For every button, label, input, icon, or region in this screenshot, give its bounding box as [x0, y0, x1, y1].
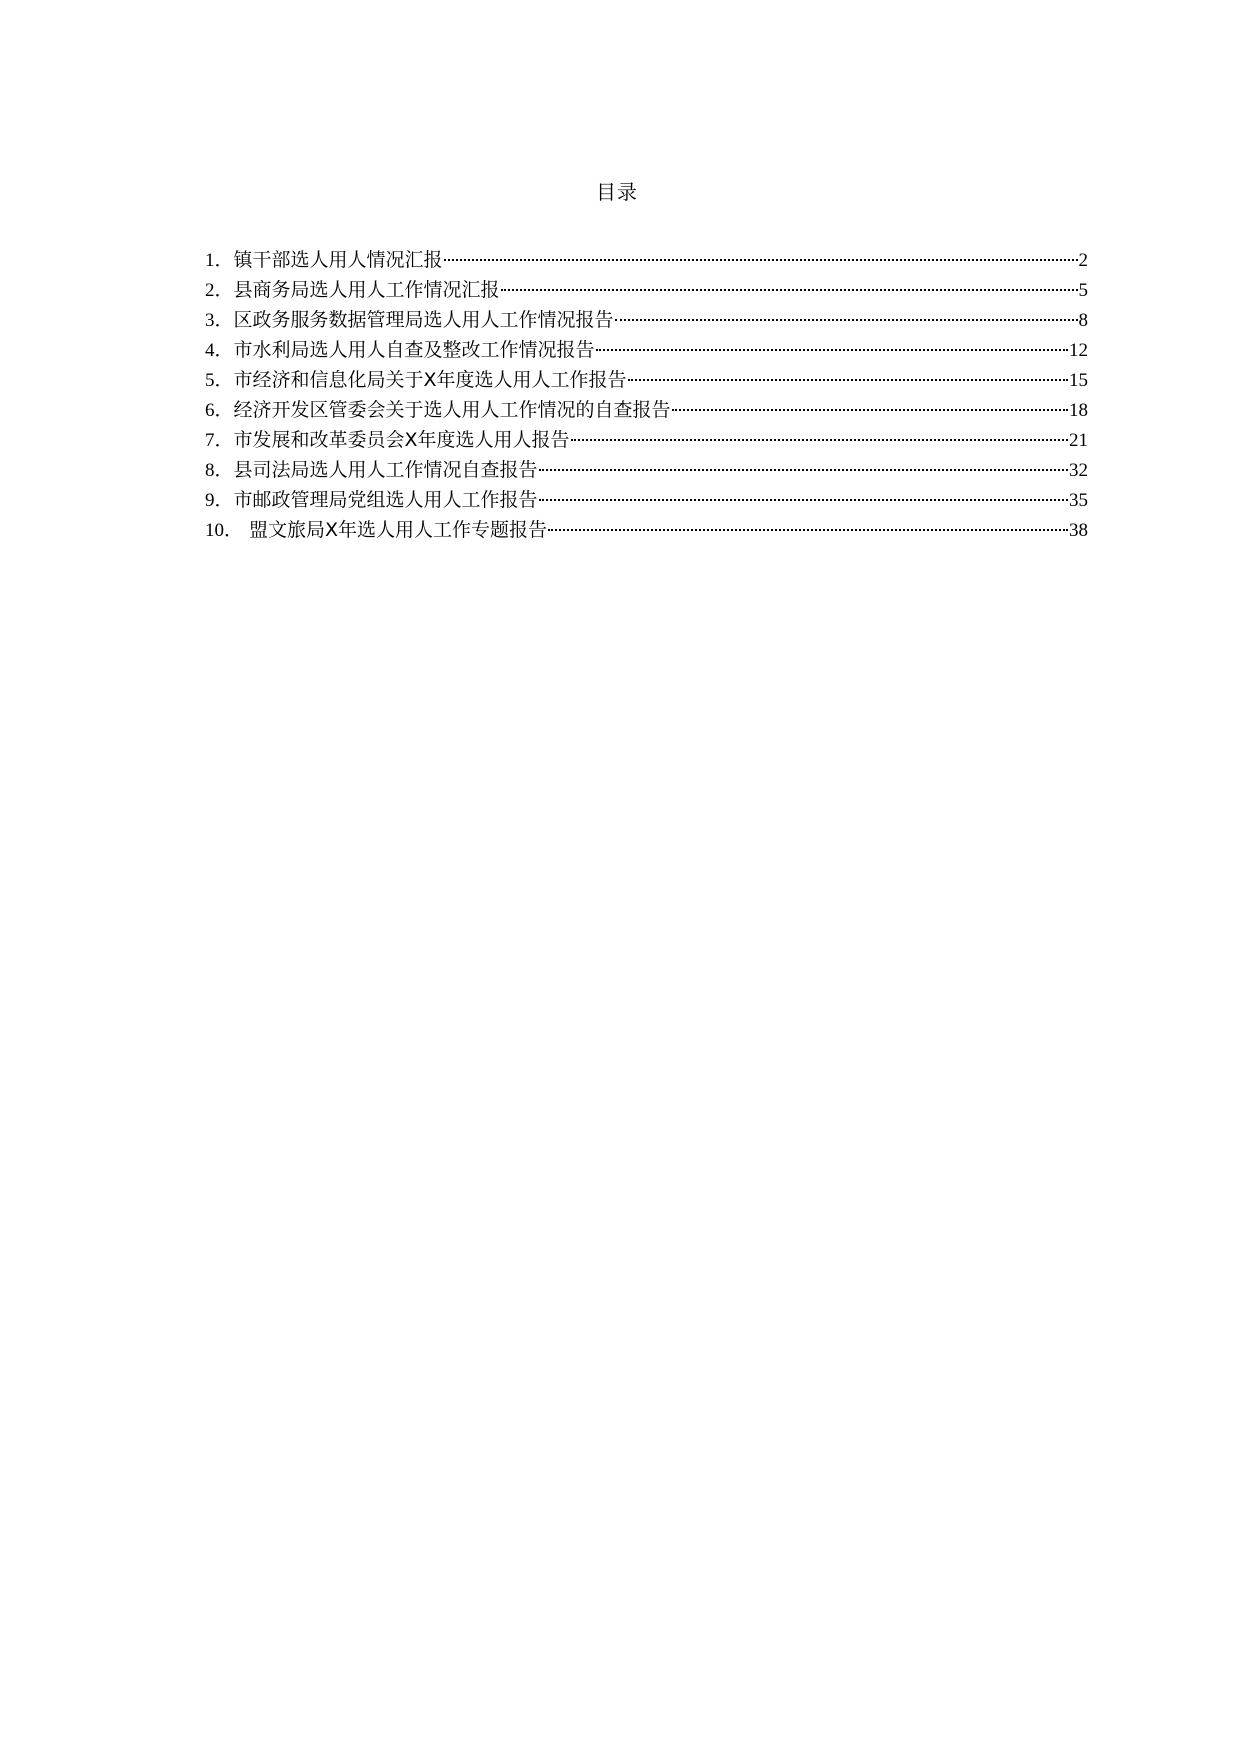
dot-leader — [615, 319, 1078, 321]
table-of-contents — [205, 245, 1088, 545]
toc-entry-6[interactable] — [205, 395, 1088, 425]
toc-entry-page: 5 — [1078, 280, 1088, 301]
toc-entry-7[interactable] — [205, 425, 1088, 455]
toc-entry-number: 10． — [205, 520, 244, 541]
toc-entry-title: 盟文旅局X年选人用人工作专题报告 — [249, 519, 548, 541]
toc-entry-number: 4． — [205, 340, 234, 361]
toc-entry-title: 县司法局选人用人工作情况自查报告 — [233, 459, 538, 481]
toc-entry-title: 市发展和改革委员会X年度选人用人报告 — [233, 429, 570, 451]
toc-entry-page: 15 — [1069, 370, 1088, 391]
toc-entry-number: 1． — [205, 250, 234, 271]
toc-entry-title: 市水利局选人用人自查及整改工作情况报告 — [233, 339, 595, 361]
toc-entry-page: 8 — [1078, 310, 1088, 331]
toc-entry-5[interactable] — [205, 365, 1088, 395]
toc-entry-page: 12 — [1069, 340, 1088, 361]
toc-entry-number: 2． — [205, 280, 234, 301]
toc-entry-title: 经济开发区管委会关于选人用人工作情况的自查报告 — [233, 399, 671, 421]
toc-entry-title: 市经济和信息化局关于X年度选人用人工作报告 — [233, 369, 627, 391]
toc-entry-title: 县商务局选人用人工作情况汇报 — [233, 279, 500, 301]
dot-leader — [571, 439, 1068, 441]
toc-entry-page: 18 — [1069, 400, 1088, 421]
dot-leader — [672, 409, 1068, 411]
toc-entry-number: 9． — [205, 490, 234, 511]
toc-entry-page: 32 — [1069, 460, 1088, 481]
toc-entry-8[interactable] — [205, 455, 1088, 485]
dot-leader — [596, 349, 1068, 351]
toc-entry-10[interactable] — [205, 515, 1088, 545]
toc-entry-number: 7． — [205, 430, 234, 451]
dot-leader — [539, 469, 1068, 471]
toc-entry-3[interactable] — [205, 305, 1088, 335]
dot-leader — [539, 499, 1068, 501]
dot-leader — [501, 289, 1078, 291]
toc-entry-number: 6． — [205, 400, 234, 421]
toc-entry-1[interactable] — [205, 245, 1088, 275]
toc-entry-number: 3． — [205, 310, 234, 331]
toc-entry-2[interactable] — [205, 275, 1088, 305]
toc-entry-page: 2 — [1078, 250, 1088, 271]
toc-entry-4[interactable] — [205, 335, 1088, 365]
toc-title: 目录 — [596, 180, 638, 204]
toc-entry-page: 35 — [1069, 490, 1088, 511]
dot-leader — [444, 259, 1078, 261]
toc-entry-page: 38 — [1069, 520, 1088, 541]
toc-entry-title: 区政务服务数据管理局选人用人工作情况报告 — [233, 309, 614, 331]
dot-leader — [548, 529, 1068, 531]
toc-entry-number: 8． — [205, 460, 234, 481]
toc-entry-title: 镇干部选人用人情况汇报 — [233, 249, 443, 271]
dot-leader — [628, 379, 1068, 381]
toc-entry-number: 5． — [205, 370, 234, 391]
toc-entry-title: 市邮政管理局党组选人用人工作报告 — [233, 489, 538, 511]
toc-entry-page: 21 — [1069, 430, 1088, 451]
toc-entry-9[interactable] — [205, 485, 1088, 515]
